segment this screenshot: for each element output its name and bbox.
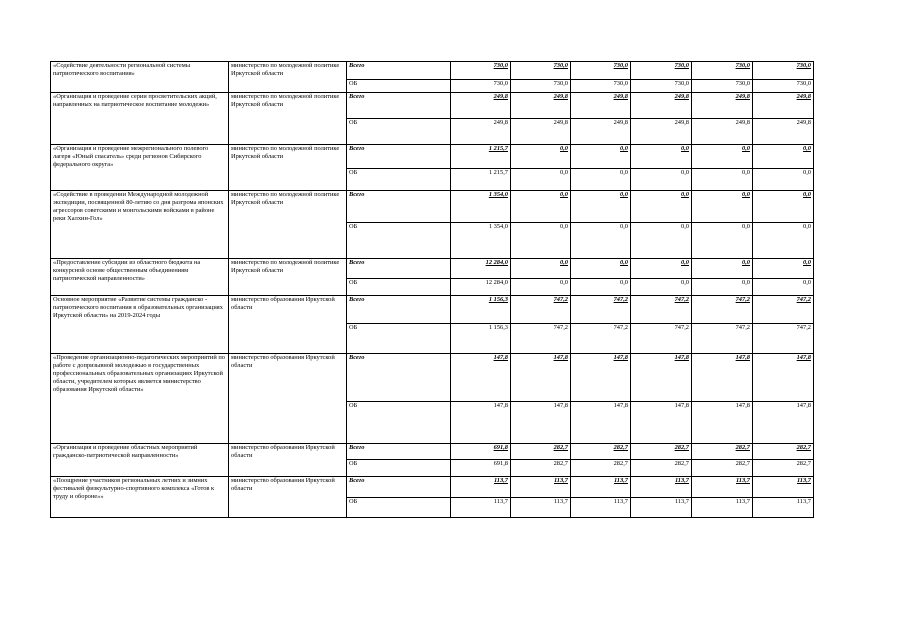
total-value-cell: 147,8 bbox=[451, 354, 511, 402]
total-value-cell: 0,0 bbox=[753, 259, 814, 279]
total-value-cell: 730,0 bbox=[753, 62, 814, 80]
executor-cell: министерство образования Иркутской области bbox=[229, 296, 347, 354]
total-value-cell: 113,7 bbox=[571, 477, 631, 498]
total-value-cell: 0,0 bbox=[571, 259, 631, 279]
total-value-cell: 249,8 bbox=[511, 93, 571, 119]
total-value-cell: 1 354,0 bbox=[451, 191, 511, 223]
source-ob-label: ОБ bbox=[347, 80, 451, 93]
total-value-cell: 282,7 bbox=[571, 444, 631, 460]
source-total-label: Всего bbox=[347, 444, 451, 460]
ob-value-cell: 249,8 bbox=[451, 119, 511, 145]
table-row bbox=[51, 62, 814, 80]
ob-value-cell: 730,0 bbox=[631, 80, 692, 93]
ob-value-cell: 282,7 bbox=[753, 460, 814, 477]
source-ob-label: ОБ bbox=[347, 119, 451, 145]
total-value-cell: 730,0 bbox=[692, 62, 753, 80]
ob-value-cell: 0,0 bbox=[692, 223, 753, 259]
table-row bbox=[51, 296, 814, 324]
total-value-cell: 282,7 bbox=[692, 444, 753, 460]
ob-value-cell: 282,7 bbox=[511, 460, 571, 477]
ob-value-cell: 1 156,3 bbox=[451, 324, 511, 354]
ob-value-cell: 113,7 bbox=[571, 498, 631, 518]
total-value-cell: 747,2 bbox=[692, 296, 753, 324]
total-value-cell: 147,8 bbox=[753, 354, 814, 402]
ob-value-cell: 249,8 bbox=[511, 119, 571, 145]
budget-table-body bbox=[51, 62, 814, 518]
total-value-cell: 0,0 bbox=[511, 259, 571, 279]
source-ob-label: ОБ bbox=[347, 169, 451, 191]
ob-value-cell: 691,8 bbox=[451, 460, 511, 477]
ob-value-cell: 1 354,0 bbox=[451, 223, 511, 259]
ob-value-cell: 730,0 bbox=[753, 80, 814, 93]
executor-cell: министерство по молодежной политике Иркутской области bbox=[229, 62, 347, 93]
ob-value-cell: 747,2 bbox=[753, 324, 814, 354]
total-value-cell: 249,8 bbox=[692, 93, 753, 119]
ob-value-cell: 113,7 bbox=[753, 498, 814, 518]
total-value-cell: 691,8 bbox=[451, 444, 511, 460]
source-ob-label: ОБ bbox=[347, 223, 451, 259]
total-value-cell: 147,8 bbox=[692, 354, 753, 402]
total-value-cell: 0,0 bbox=[692, 259, 753, 279]
table-row bbox=[51, 259, 814, 279]
total-value-cell: 0,0 bbox=[753, 191, 814, 223]
executor-cell: министерство образования Иркутской области bbox=[229, 477, 347, 518]
total-value-cell: 730,0 bbox=[451, 62, 511, 80]
total-value-cell: 0,0 bbox=[631, 191, 692, 223]
total-value-cell: 249,8 bbox=[753, 93, 814, 119]
source-total-label: Всего bbox=[347, 477, 451, 498]
total-value-cell: 147,8 bbox=[511, 354, 571, 402]
table-row bbox=[51, 354, 814, 402]
total-value-cell: 0,0 bbox=[753, 145, 814, 169]
total-value-cell: 249,8 bbox=[571, 93, 631, 119]
total-value-cell: 747,2 bbox=[511, 296, 571, 324]
ob-value-cell: 0,0 bbox=[511, 169, 571, 191]
total-value-cell: 282,7 bbox=[753, 444, 814, 460]
table-row bbox=[51, 93, 814, 119]
ob-value-cell: 147,8 bbox=[571, 402, 631, 444]
total-value-cell: 747,2 bbox=[753, 296, 814, 324]
activity-name-cell: «Организация и проведение областных мероприятий гражданско-патриотической направленности» bbox=[51, 444, 229, 477]
ob-value-cell: 249,8 bbox=[631, 119, 692, 145]
ob-value-cell: 249,8 bbox=[753, 119, 814, 145]
total-value-cell: 0,0 bbox=[571, 145, 631, 169]
ob-value-cell: 113,7 bbox=[451, 498, 511, 518]
total-value-cell: 113,7 bbox=[692, 477, 753, 498]
ob-value-cell: 747,2 bbox=[631, 324, 692, 354]
ob-value-cell: 147,8 bbox=[692, 402, 753, 444]
total-value-cell: 730,0 bbox=[511, 62, 571, 80]
activity-name-cell: «Проведение организационно-педагогических мероприятий по работе с допризывной молодежью в государственных профессиональных образовательных организациях Иркутской области, учредителем которых является министерство образования Иркутской области» bbox=[51, 354, 229, 444]
total-value-cell: 747,2 bbox=[571, 296, 631, 324]
total-value-cell: 147,8 bbox=[631, 354, 692, 402]
total-value-cell: 0,0 bbox=[511, 145, 571, 169]
ob-value-cell: 0,0 bbox=[753, 169, 814, 191]
total-value-cell: 1 215,7 bbox=[451, 145, 511, 169]
ob-value-cell: 747,2 bbox=[571, 324, 631, 354]
source-total-label: Всего bbox=[347, 62, 451, 80]
table-row bbox=[51, 444, 814, 460]
total-value-cell: 147,8 bbox=[571, 354, 631, 402]
budget-table bbox=[50, 61, 814, 518]
ob-value-cell: 747,2 bbox=[692, 324, 753, 354]
source-ob-label: ОБ bbox=[347, 460, 451, 477]
activity-name-cell: «Организация и проведение межрегионального полевого лагеря «Юный спасатель» среди регионов Сибирского федерального округа» bbox=[51, 145, 229, 191]
ob-value-cell: 249,8 bbox=[571, 119, 631, 145]
source-ob-label: ОБ bbox=[347, 402, 451, 444]
total-value-cell: 113,7 bbox=[511, 477, 571, 498]
ob-value-cell: 0,0 bbox=[631, 169, 692, 191]
ob-value-cell: 147,8 bbox=[511, 402, 571, 444]
ob-value-cell: 730,0 bbox=[571, 80, 631, 93]
ob-value-cell: 0,0 bbox=[631, 223, 692, 259]
total-value-cell: 12 284,0 bbox=[451, 259, 511, 279]
executor-cell: министерство образования Иркутской области bbox=[229, 444, 347, 477]
activity-name-cell: «Поощрение участников региональных летних и зимних фестивалей физкультурно-спортивного комплекса «Готов к труду и обороне»» bbox=[51, 477, 229, 518]
ob-value-cell: 0,0 bbox=[511, 279, 571, 296]
total-value-cell: 0,0 bbox=[631, 145, 692, 169]
total-value-cell: 0,0 bbox=[692, 145, 753, 169]
total-value-cell: 1 156,3 bbox=[451, 296, 511, 324]
total-value-cell: 249,8 bbox=[631, 93, 692, 119]
ob-value-cell: 249,8 bbox=[692, 119, 753, 145]
total-value-cell: 282,7 bbox=[511, 444, 571, 460]
source-total-label: Всего bbox=[347, 93, 451, 119]
total-value-cell: 113,7 bbox=[631, 477, 692, 498]
activity-name-cell: «Предоставление субсидии из областного бюджета на конкурсной основе общественным объединениям патриотической направленности» bbox=[51, 259, 229, 296]
ob-value-cell: 282,7 bbox=[631, 460, 692, 477]
source-ob-label: ОБ bbox=[347, 498, 451, 518]
source-ob-label: ОБ bbox=[347, 279, 451, 296]
ob-value-cell: 147,8 bbox=[451, 402, 511, 444]
table-row bbox=[51, 145, 814, 169]
ob-value-cell: 730,0 bbox=[692, 80, 753, 93]
source-total-label: Всего bbox=[347, 296, 451, 324]
ob-value-cell: 282,7 bbox=[692, 460, 753, 477]
source-total-label: Всего bbox=[347, 354, 451, 402]
ob-value-cell: 0,0 bbox=[571, 223, 631, 259]
total-value-cell: 730,0 bbox=[571, 62, 631, 80]
executor-cell: министерство по молодежной политике Иркутской области bbox=[229, 259, 347, 296]
ob-value-cell: 282,7 bbox=[571, 460, 631, 477]
source-total-label: Всего bbox=[347, 191, 451, 223]
total-value-cell: 113,7 bbox=[753, 477, 814, 498]
executor-cell: министерство по молодежной политике Иркутской области bbox=[229, 191, 347, 259]
ob-value-cell: 0,0 bbox=[753, 223, 814, 259]
ob-value-cell: 0,0 bbox=[511, 223, 571, 259]
ob-value-cell: 0,0 bbox=[692, 169, 753, 191]
total-value-cell: 0,0 bbox=[631, 259, 692, 279]
ob-value-cell: 147,8 bbox=[753, 402, 814, 444]
ob-value-cell: 147,8 bbox=[631, 402, 692, 444]
source-ob-label: ОБ bbox=[347, 324, 451, 354]
total-value-cell: 747,2 bbox=[631, 296, 692, 324]
ob-value-cell: 730,0 bbox=[451, 80, 511, 93]
table-row bbox=[51, 477, 814, 498]
total-value-cell: 0,0 bbox=[571, 191, 631, 223]
total-value-cell: 282,7 bbox=[631, 444, 692, 460]
ob-value-cell: 113,7 bbox=[511, 498, 571, 518]
total-value-cell: 730,0 bbox=[631, 62, 692, 80]
ob-value-cell: 1 215,7 bbox=[451, 169, 511, 191]
ob-value-cell: 113,7 bbox=[692, 498, 753, 518]
source-total-label: Всего bbox=[347, 145, 451, 169]
ob-value-cell: 113,7 bbox=[631, 498, 692, 518]
activity-name-cell: «Содействие деятельности региональной системы патриотического воспитания» bbox=[51, 62, 229, 93]
executor-cell: министерство образования Иркутской области bbox=[229, 354, 347, 444]
total-value-cell: 0,0 bbox=[692, 191, 753, 223]
ob-value-cell: 0,0 bbox=[571, 169, 631, 191]
activity-name-cell: «Содействие в проведении Международной молодежной экспедиции, посвященной 80-летию со дня разгрома японских агрессоров советскими и монгольскими войсками в районе реки Халхин-Гол» bbox=[51, 191, 229, 259]
ob-value-cell: 730,0 bbox=[511, 80, 571, 93]
executor-cell: министерство по молодежной политике Иркутской области bbox=[229, 93, 347, 145]
total-value-cell: 113,7 bbox=[451, 477, 511, 498]
activity-name-cell: Основное мероприятие «Развитие системы гражданско - патриотического воспитания в образовательных организациях Иркутской области» на 2019-2024 годы bbox=[51, 296, 229, 354]
ob-value-cell: 0,0 bbox=[571, 279, 631, 296]
ob-value-cell: 0,0 bbox=[753, 279, 814, 296]
executor-cell: министерство по молодежной политике Иркутской области bbox=[229, 145, 347, 191]
table-row bbox=[51, 191, 814, 223]
ob-value-cell: 0,0 bbox=[692, 279, 753, 296]
ob-value-cell: 0,0 bbox=[631, 279, 692, 296]
ob-value-cell: 12 284,0 bbox=[451, 279, 511, 296]
total-value-cell: 249,8 bbox=[451, 93, 511, 119]
total-value-cell: 0,0 bbox=[511, 191, 571, 223]
source-total-label: Всего bbox=[347, 259, 451, 279]
ob-value-cell: 747,2 bbox=[511, 324, 571, 354]
activity-name-cell: «Организация и проведение серии просветительских акций, направленных на патриотическое воспитание молодежи» bbox=[51, 93, 229, 145]
